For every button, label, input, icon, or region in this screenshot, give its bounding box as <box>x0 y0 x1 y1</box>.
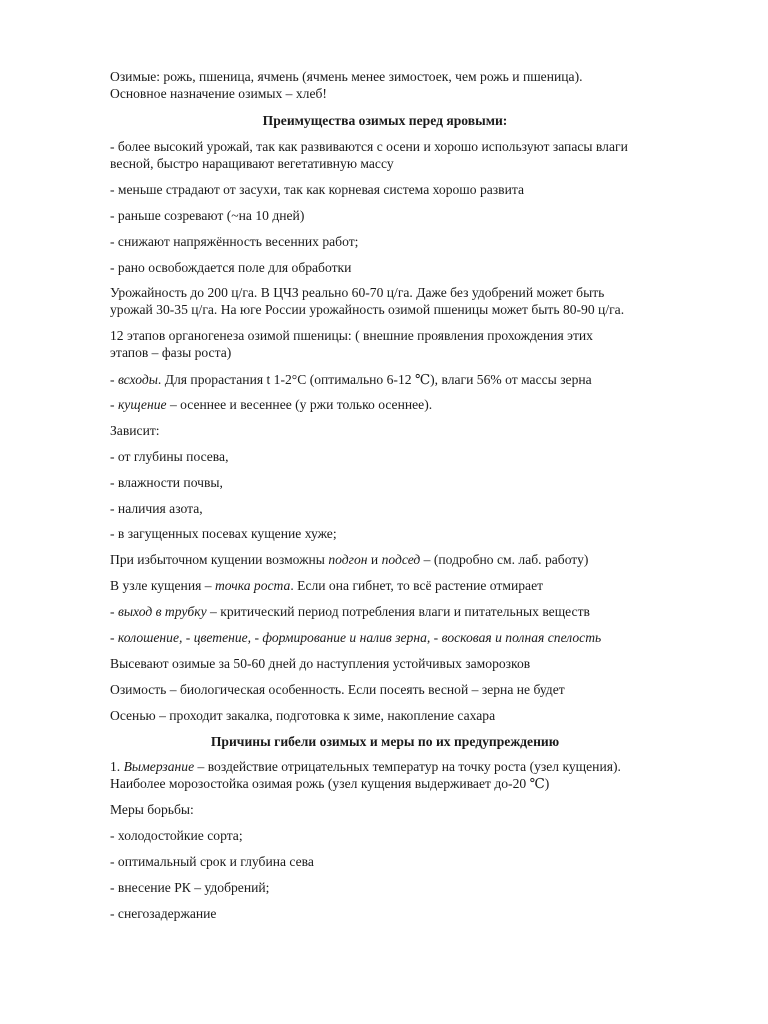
yield-line-1: Урожайность до 200 ц/га. В ЦЧЗ реально 60-70 ц/га. Даже без удобрений может быть <box>110 285 605 300</box>
sprouts-line <box>110 371 710 388</box>
tillering-prefix: - <box>110 397 118 412</box>
advantage-item-4: - снижают напряжённость весенних работ; <box>110 234 359 249</box>
advantage-item-1-line-1: - более высокий урожай, так как развиваются с осени и хорошо используют запасы влаги <box>110 139 628 154</box>
tillering-term: кущение <box>117 397 167 412</box>
advantage-item-5: - рано освобождается поле для обработки <box>110 260 352 275</box>
depends-heading: Зависит: <box>110 423 160 438</box>
node-line <box>110 577 710 594</box>
advantage-item-1-line-2: весной, быстро наращивают вегетативную массу <box>110 156 394 171</box>
sprouts-prefix: - <box>110 372 118 387</box>
intro-line-1: Озимые: рожь, пшеница, ячмень (ячмень менее зимостоек, чем рожь и пшеница). <box>110 69 583 84</box>
depends-item-4: - в загущенных посевах кущение хуже; <box>110 526 337 541</box>
measures-item-2: - оптимальный срок и глубина сева <box>110 854 314 869</box>
yield-paragraph <box>110 284 710 318</box>
freezing-paragraph <box>110 758 710 792</box>
advantages-heading: Преимущества озимых перед яровыми: <box>262 113 508 128</box>
stages-line-2: этапов – фазы роста) <box>110 345 232 360</box>
excess-mid: и <box>367 552 382 567</box>
excess-pre: При избыточном кущении возможны <box>110 552 329 567</box>
advantage-item-1 <box>110 138 710 172</box>
node-term: точка роста <box>214 578 291 593</box>
measures-item-3: - внесение РК – удобрений; <box>110 880 270 895</box>
freezing-number: 1. <box>110 759 124 774</box>
stages-line-1: 12 этапов органогенеза озимой пшеницы: ( внешние проявления прохождения этих <box>110 328 593 343</box>
tillering-text: – осеннее и весеннее (у ржи только осеннее). <box>166 397 433 412</box>
stages-paragraph <box>110 327 710 361</box>
depends-item-1: - от глубины посева, <box>110 449 229 464</box>
measures-item-1: - холодостойкие сорта; <box>110 828 243 843</box>
freezing-line-1 <box>110 758 710 775</box>
tube-term: выход в трубку <box>117 604 207 619</box>
causes-heading: Причины гибели озимых и меры по их предупреждению <box>210 734 560 749</box>
freezing-term: Вымерзание <box>123 759 195 774</box>
intro-paragraph <box>110 68 710 102</box>
node-post: . Если она гибнет, то всё растение отмирает <box>290 578 544 593</box>
node-pre: В узле кущения – <box>110 578 215 593</box>
sowing-line: Высевают озимые за 50-60 дней до наступления устойчивых заморозков <box>110 656 531 671</box>
tube-text: – критический период потребления влаги и питательных веществ <box>206 604 590 619</box>
tube-prefix: - <box>110 604 118 619</box>
winter-hardiness-line: Озимость – биологическая особенность. Если посеять весной – зерна не будет <box>110 682 565 697</box>
depends-item-3: - наличия азота, <box>110 501 203 516</box>
freezing-text: – воздействие отрицательных температур на точку роста (узел кущения). <box>194 759 621 774</box>
sprouts-term: всходы <box>117 372 158 387</box>
depends-item-2: - влажности почвы, <box>110 475 223 490</box>
tillering-line <box>110 396 710 413</box>
measures-heading: Меры борьбы: <box>110 802 194 817</box>
advantage-item-2: - меньше страдают от засухи, так как корневая система хорошо развита <box>110 182 524 197</box>
yield-line-2: урожай 30-35 ц/га. На юге России урожайность озимой пшеницы может быть 80-90 ц/га. <box>110 302 625 317</box>
advantage-item-3: - раньше созревают (~на 10 дней) <box>110 208 305 223</box>
excess-term-1: подгон <box>328 552 368 567</box>
excess-line <box>110 551 710 568</box>
excess-term-2: подсед <box>381 552 421 567</box>
phases-line: - колошение, - цветение, - формирование и налив зерна, - восковая и полная спелость <box>110 630 602 645</box>
tube-line <box>110 603 710 620</box>
autumn-line: Осенью – проходит закалка, подготовка к зиме, накопление сахара <box>110 708 496 723</box>
sprouts-text: . Для прорастания t 1-2°С (оптимально 6-12 ℃), влаги 56% от массы зерна <box>157 372 592 387</box>
excess-post: – (подробно см. лаб. работу) <box>420 552 589 567</box>
measures-item-4: - снегозадержание <box>110 906 217 921</box>
freezing-line-2: Наиболее морозостойка озимая рожь (узел кущения выдерживает до-20 ℃) <box>110 776 550 791</box>
intro-line-2: Основное назначение озимых – хлеб! <box>110 86 327 101</box>
